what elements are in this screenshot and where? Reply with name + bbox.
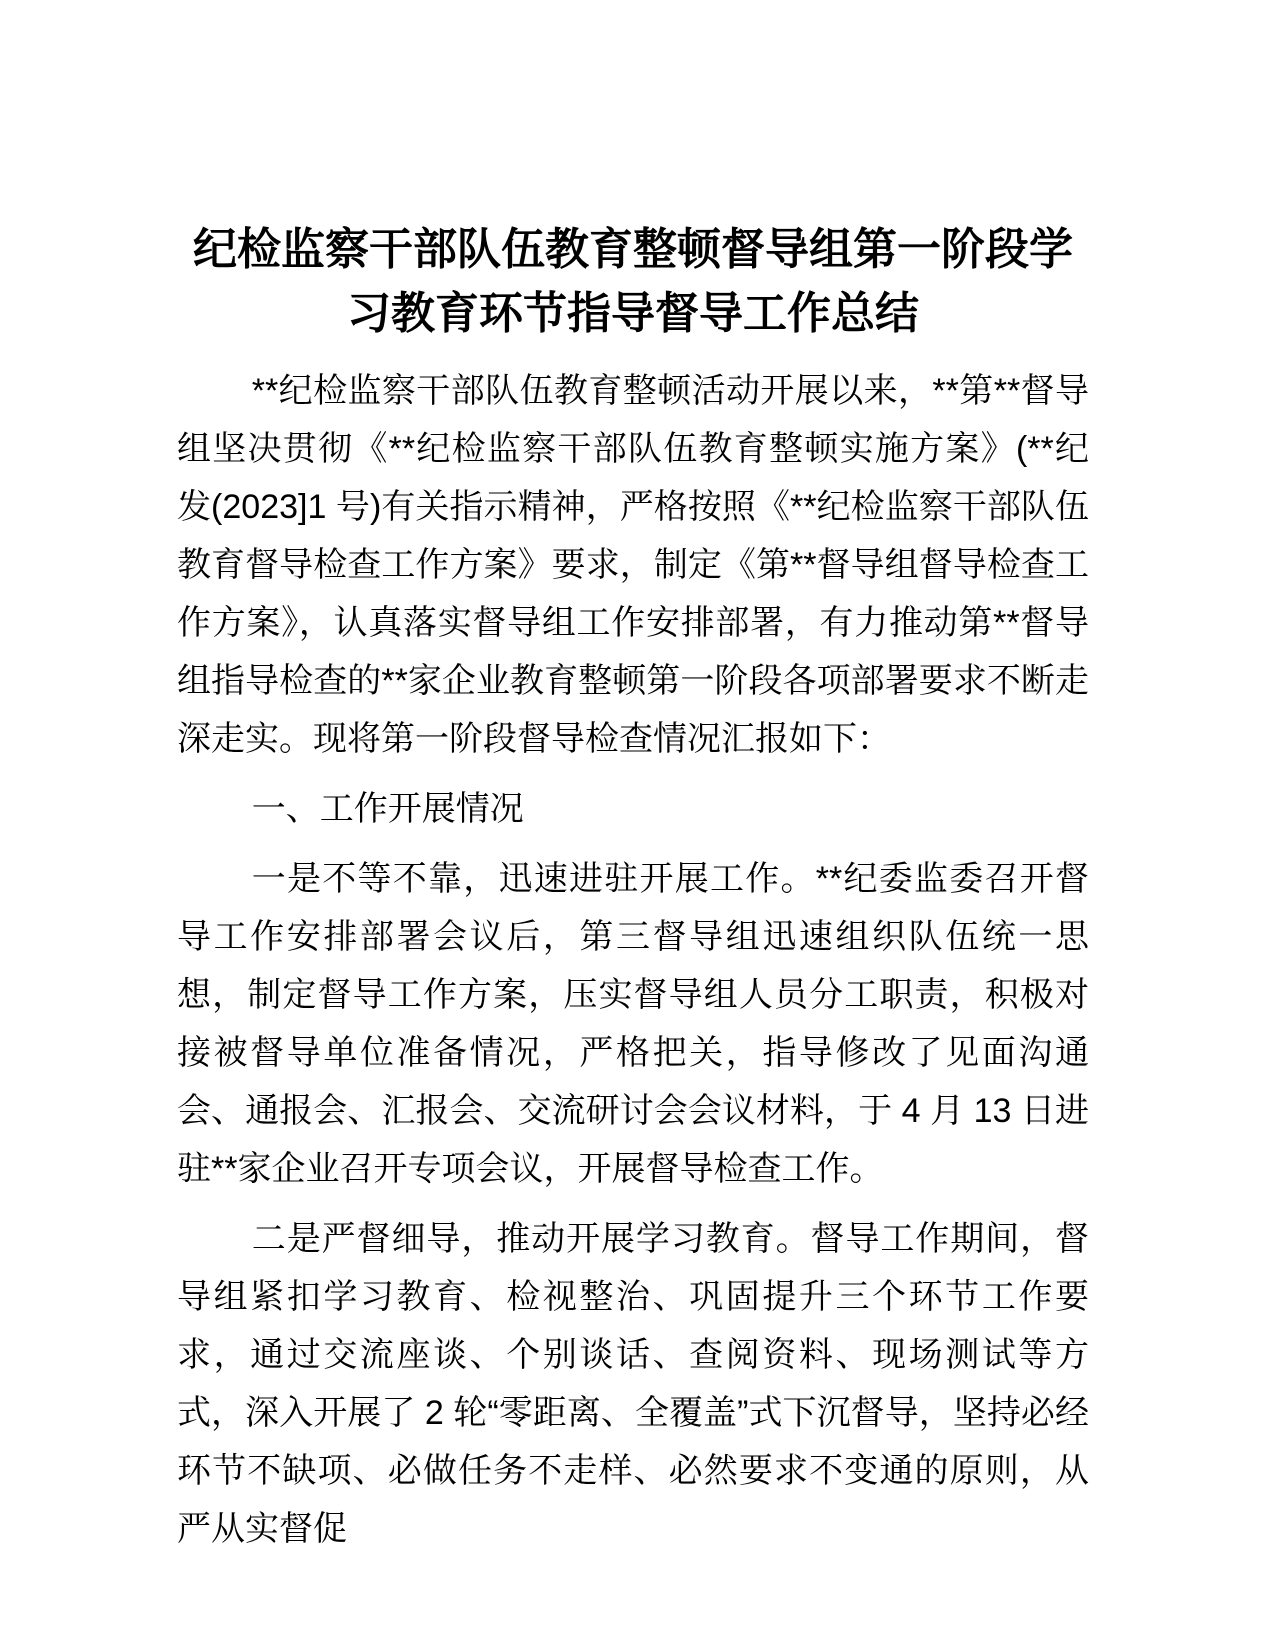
section1-paragraph-2: 二是严督细导，推动开展学习教育。督导工作期间，督导组紧扣学习教育、检视整治、巩固提升三个环节工作要求，通过交流座谈、个别谈话、查阅资料、现场测试等方式，深入开展了 2 轮“零距离、全覆盖”式下沉督导，坚持必经环节不缺项、必做任务不走样、必然要求不变通的原则，从严从实督促 <box>177 1220 1089 1548</box>
section1-paragraph-1: 一是不等不靠，迅速进驻开展工作。**纪委监委召开督导工作安排部署会议后，第三督导组迅速组织队伍统一思想，制定督导工作方案，压实督导组人员分工职责，积极对接被督导单位准备情况，严格把关，指导修改了见面沟通会、通报会、汇报会、交流研讨会会议材料，于 4 月 13 日进驻**家企业召开专项会议，开展督导检查工作。 <box>177 860 1089 1188</box>
section-heading-1: 一、工作开展情况 <box>251 790 524 828</box>
document-title: 纪检监察干部队伍教育整顿督导组第一阶段学习教育环节指导督导工作总结 <box>193 225 1073 338</box>
document-content <box>177 218 1089 1570</box>
intro-paragraph: **纪检监察干部队伍教育整顿活动开展以来，**第**督导组坚决贯彻《**纪检监察干部队伍教育整顿实施方案》(**纪发(2023]1 号)有关指示精神，严格按照《**纪检监察干部队伍教育督导检查工作方案》要求，制定《第**督导组督导检查工作方案》，认真落实督导组工作安排部署，有力推动第**督导组指导检查的**家企业教育整顿第一阶段各项部署要求不断走深走实。现将第一阶段督导检查情况汇报如下： <box>177 372 1089 758</box>
